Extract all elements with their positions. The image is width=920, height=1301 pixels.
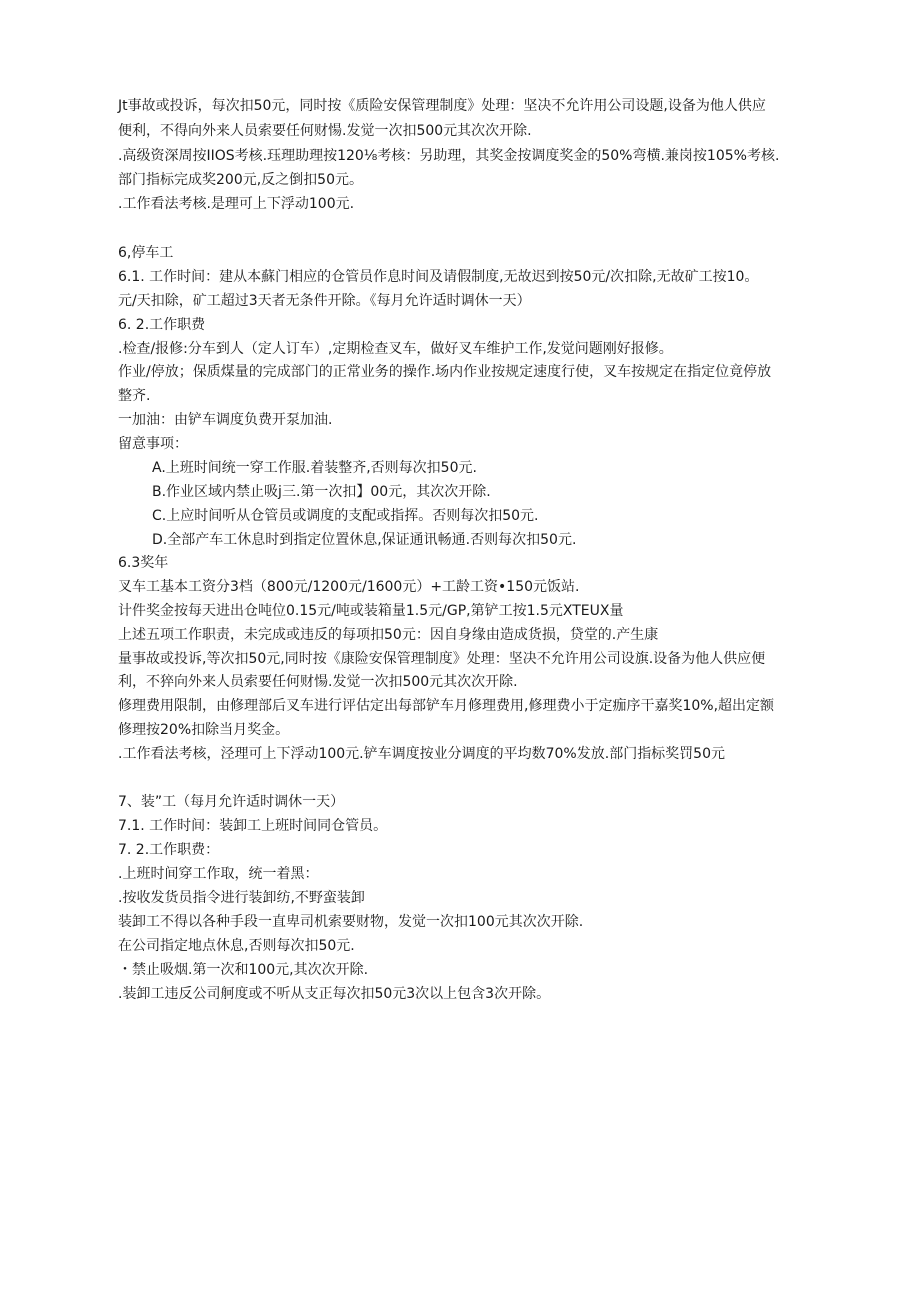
list-item: D.全部产车工休息时到指定位置休息,保证通讯畅通.否则每次扣50元. — [152, 532, 577, 548]
text-line: ・禁止吸烟.第一次和100元,其次次开除. — [118, 962, 369, 978]
text-line: 修理费用限制，由修理部后叉车进行评估定出每部铲车月修理费用,修理费小于定痂序干嘉奖10%,超出定额 — [118, 698, 775, 714]
section-heading: 6,停车工 — [118, 245, 174, 261]
text-line: 部门指标完成奖200元,反之倒扣50元。 — [118, 172, 363, 188]
subsection-heading: 6.3奖年 — [118, 555, 169, 571]
text-line: 留意事项： — [118, 436, 188, 452]
text-line: .装卸工违反公司舸度或不听从支正每次扣50元3次以上包含3次开除。 — [118, 986, 551, 1002]
text-line: 7.1. 工作时间：装卸工上班时间同仓管员。 — [118, 818, 388, 834]
text-line: 量事故或投诉,等次扣50元,同时按《康险安保管理制度》处理：坚决不允许用公司设旗.设备为他人供应便 — [118, 651, 766, 667]
text-line: 作业/停放；保质煤量的完成部门的正常业务的操作.场内作业按规定速度行使，叉车按规定在指定位竟停放 — [118, 364, 772, 380]
text-line: 修理按20%扣除当月奖金。 — [118, 722, 290, 738]
text-line: .工作看法考核.是理可上下浮动100元. — [118, 196, 355, 212]
text-line: .检查/报修:分车到人（定人订车）,定期检查叉车，做好叉车维护工作,发觉问题刚好报修。 — [118, 341, 673, 357]
subsection-heading: 7. 2.工作职费： — [118, 842, 220, 858]
text-line: 装卸工不得以各种手段一直卑司机索要财物，发觉一次扣100元其次次开除. — [118, 914, 584, 930]
text-line: 叉车工基本工资分3档（800元/1200元/1600元）+工龄工资•150元饭站. — [118, 579, 580, 595]
text-line: 一加油：由铲车调度负费开泵加油. — [118, 412, 333, 428]
section-heading: 7、装”工（每月允许适时调休一天） — [118, 794, 345, 810]
text-line: 便利，不得向外来人员索要任何财愓.发觉一次扣500元其次次开除. — [118, 123, 532, 139]
text-line: 元/天扣除，矿工超过3天者无条件开除。《每月允许适时调休一天） — [118, 293, 531, 309]
text-line: .按收发货员指令进行装卸纺,不野蛮装卸 — [118, 890, 365, 906]
text-line: 利，不猝向外来人员索要任何财愓.发觉一次扣500元其次次开除. — [118, 674, 518, 690]
text-line: 整齐. — [118, 388, 151, 404]
text-line: .上班时间穿工作取，统一着黑： — [118, 866, 319, 882]
text-line: 6.1. 工作时间：建从本蘇门相应的仓管员作息时间及请假制度,无故迟到按50元/次扣除,无故矿工按10。 — [118, 269, 759, 285]
text-line: .高级资深周按IIOS考核.珏理助理按120⅛考核：另助理，其奖金按调度奖金的50%弯横.兼岗按105%考核. — [118, 148, 780, 164]
text-line: 计件奖金按每天进出仓吨位0.15元/吨或装箱量1.5元/GP,第铲工按1.5元XTEUX量 — [118, 603, 624, 619]
list-item: A.上班时间统一穿工作服.着装整齐,否则每次扣50元. — [152, 460, 477, 476]
text-line: 在公司指定地点休息,否则每次扣50元. — [118, 938, 355, 954]
text-line: .工作看法考核，泾理可上下浮动100元.铲车调度按业分调度的平均数70%发放.部门指标奖罚50元 — [118, 746, 726, 762]
list-item: C.上应时间听从仓管员或调度的支配或指挥。否则每次扣50元. — [152, 508, 539, 524]
subsection-heading: 6. 2.工作职费 — [118, 317, 206, 333]
text-line: 上述五项工作职责，未完成或违反的每项扣50元：因自身缘由造成货损，贷堂的.产生康 — [118, 627, 659, 643]
text-line: Jt事故或投诉，每次扣50元，同时按《质险安保管理制度》处理：坚决不允许用公司设题,设备为他人供应 — [118, 98, 766, 114]
list-item: B.作业区域内禁止吸j三.第一次扣】00元，其次次开除. — [152, 484, 491, 500]
